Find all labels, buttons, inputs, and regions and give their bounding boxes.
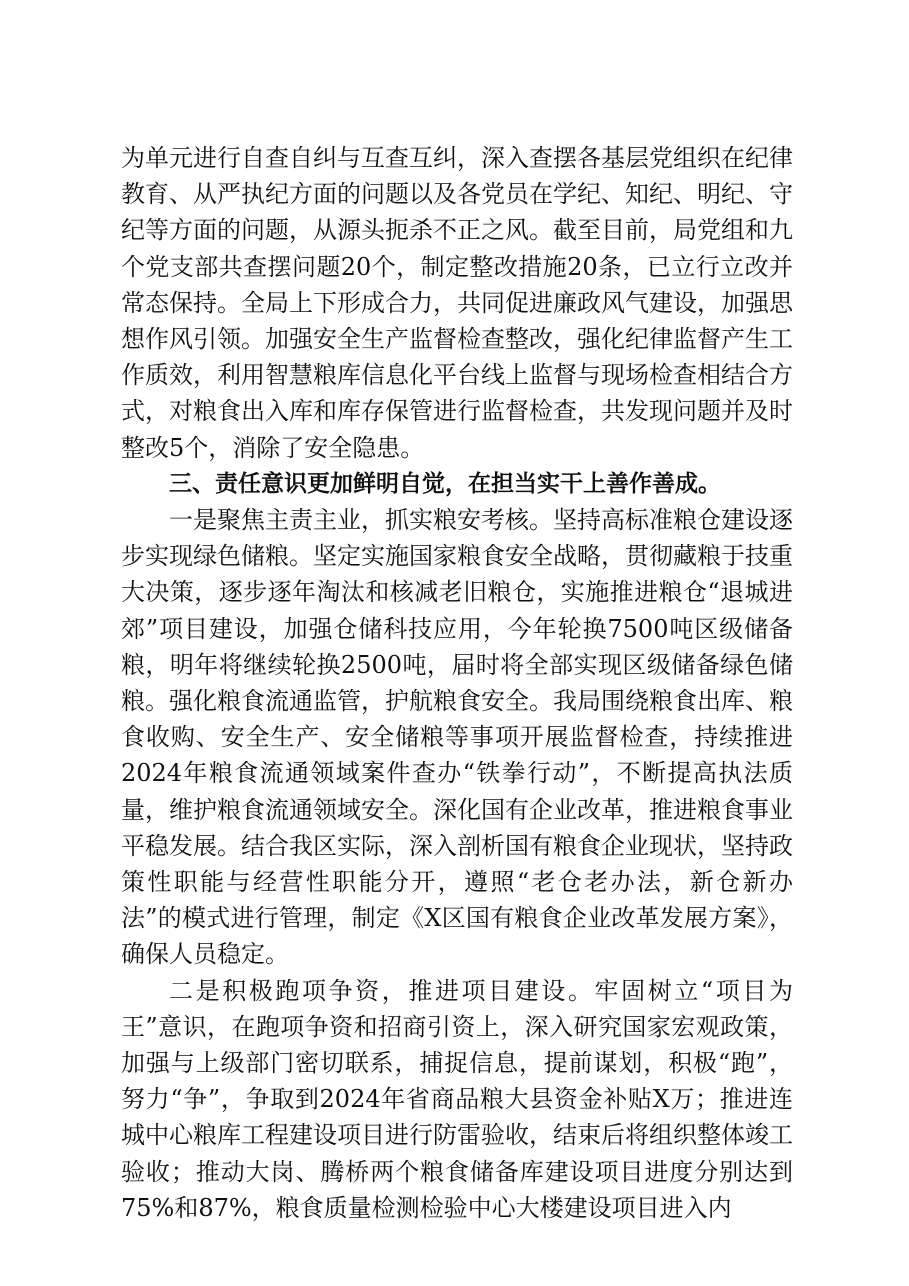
section-heading-3: 三、责任意识更加鲜明自觉，在担当实干上善作善成。 [169,470,721,497]
paragraph-item-one: 一是聚焦主责主业，抓实粮安考核。坚持高标准粮仓建设逐步实现绿色储粮。坚定实施国家粮食安全战略，贯彻藏粮于技重大决策，逐步逐年淘汰和核减老旧粮仓，实施推进粮仓“退城进郊”项目建设，加强仓储科技应用，今年轮换7500吨区级储备粮，明年将继续轮换2500吨，届时将全部实现区级储备绿色储粮。强化粮食流通监管，护航粮食安全。我局围绕粮食出库、粮食收购、安全生产、安全储粮等事项开展监督检查，持续推进2024年粮食流通领域案件查办“铁拳行动”，不断提高执法质量，维护粮食流通领域安全。深化国有企业改革，推进粮食事业平稳发展。结合我区实际，深入剖析国有粮食企业现状，坚持政策性职能与经营性职能分开，遵照“老仓老办法，新仓新办法”的模式进行管理，制定《X区国有粮食企业改革发展方案》，确保人员稳定。 [121,506,793,969]
document-body [121,140,793,1226]
paragraph-item-two: 二是积极跑项争资，推进项目建设。牢固树立“项目为王”意识，在跑项争资和招商引资上，深入研究国家宏观政策，加强与上级部门密切联系，捕捉信息，提前谋划，积极“跑”，努力“争”，争取到2024年省商品粮大县资金补贴X万；推进连城中心粮库工程建设项目进行防雷验收，结束后将组织整体竣工验收；推动大岗、腾桥两个粮食储备库建设项目进度分别达到75%和87%，粮食质量检测检验中心大楼建设项目进入内 [121,976,793,1222]
paragraph-continuation: 为单元进行自查自纠与互查互纠，深入查摆各基层党组织在纪律教育、从严执纪方面的问题以及各党员在学纪、知纪、明纪、守纪等方面的问题，从源头扼杀不正之风。截至目前，局党组和九个党支部共查摆问题20个，制定整改措施20条，已立行立改并常态保持。全局上下形成合力，共同促进廉政风气建设，加强思想作风引领。加强安全生产监督检查整改，强化纪律监督产生工作质效，利用智慧粮库信息化平台线上监督与现场检查相结合方式，对粮食出入库和库存保管进行监督检查，共发现问题并及时整改5个，消除了安全隐患。 [121,144,793,462]
